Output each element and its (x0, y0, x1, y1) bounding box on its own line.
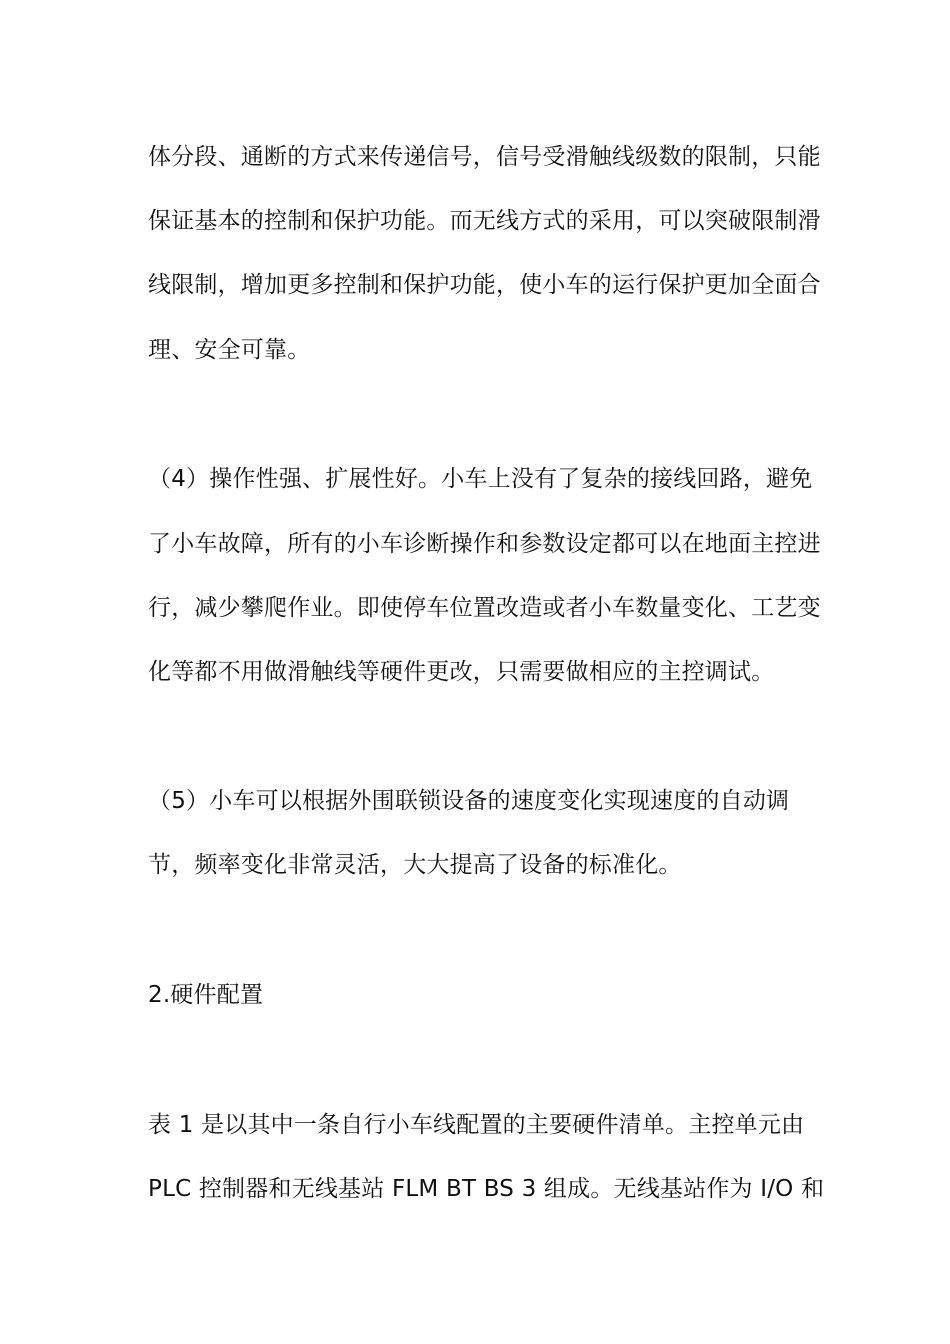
text-line: PLC 控制器和无线基站 FLM BT BS 3 组成。无线基站作为 I/O 和 (148, 1176, 825, 1202)
text-line: 保证基本的控制和保护功能。而无线方式的采用，可以突破限制滑 (148, 208, 821, 234)
text-line: 化等都不用做滑触线等硬件更改，只需要做相应的主控调试。 (148, 659, 775, 685)
text-line: 表 1 是以其中一条自行小车线配置的主要硬件清单。主控单元由 (148, 1112, 805, 1138)
text-line: 节，频率变化非常灵活，大大提高了设备的标准化。 (148, 852, 682, 878)
text-line: 了小车故障，所有的小车诊断操作和参数设定都可以在地面主控进 (148, 531, 821, 557)
text-line: 体分段、通断的方式来传递信号，信号受滑触线级数的限制，只能 (148, 144, 821, 170)
text-line: （4）操作性强、扩展性好。小车上没有了复杂的接线回路，避免 (148, 466, 813, 492)
section-heading: 2.硬件配置 (148, 982, 264, 1008)
text-line: 行，减少攀爬作业。即使停车位置改造或者小车数量变化、工艺变 (148, 595, 821, 621)
text-line: 理、安全可靠。 (148, 337, 311, 363)
text-line: （5）小车可以根据外围联锁设备的速度变化实现速度的自动调 (148, 788, 790, 814)
text-line: 线限制，增加更多控制和保护功能，使小车的运行保护更加全面合 (148, 272, 821, 298)
